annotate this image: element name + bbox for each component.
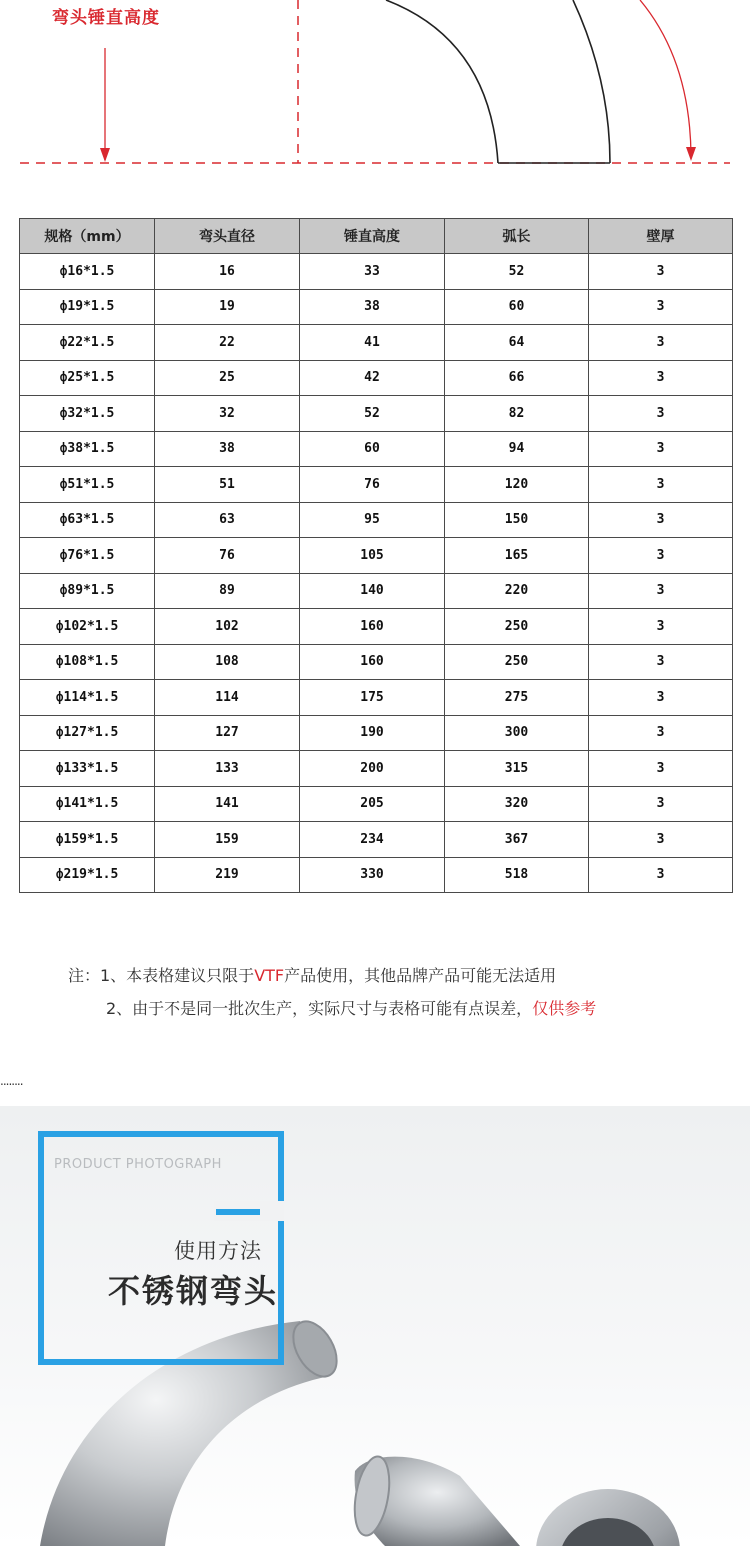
elbow-height-diagram (0, 0, 750, 200)
header-height: 锤直高度 (300, 219, 445, 254)
table-row (20, 680, 733, 716)
cell-diameter: 16 (155, 254, 300, 290)
table-row (20, 786, 733, 822)
cell-wall-thickness: 3 (589, 751, 733, 787)
cell-wall-thickness: 3 (589, 609, 733, 645)
cell-arc-length: 150 (445, 502, 589, 538)
note-1-suffix: 产品使用，其他品牌产品可能无法适用 (284, 966, 557, 985)
cell-spec: ф89*1.5 (20, 573, 155, 609)
cell-wall-thickness: 3 (589, 502, 733, 538)
cell-arc-length: 66 (445, 360, 589, 396)
cell-height: 42 (300, 360, 445, 396)
cell-arc-length: 94 (445, 431, 589, 467)
table-row (20, 431, 733, 467)
cell-spec: ф16*1.5 (20, 254, 155, 290)
cell-spec: ф114*1.5 (20, 680, 155, 716)
cell-diameter: 63 (155, 502, 300, 538)
cell-spec: ф38*1.5 (20, 431, 155, 467)
cell-height: 205 (300, 786, 445, 822)
cell-height: 33 (300, 254, 445, 290)
cell-height: 52 (300, 396, 445, 432)
cell-height: 140 (300, 573, 445, 609)
cell-diameter: 89 (155, 573, 300, 609)
cell-arc-length: 82 (445, 396, 589, 432)
cell-wall-thickness: 3 (589, 573, 733, 609)
cell-spec: ф108*1.5 (20, 644, 155, 680)
cell-wall-thickness: 3 (589, 467, 733, 503)
cell-height: 76 (300, 467, 445, 503)
cell-wall-thickness: 3 (589, 538, 733, 574)
table-row (20, 325, 733, 361)
cell-arc-length: 315 (445, 751, 589, 787)
cell-wall-thickness: 3 (589, 431, 733, 467)
frame-accent-dash (216, 1209, 260, 1215)
cell-spec: ф141*1.5 (20, 786, 155, 822)
right-curved-arrow (640, 0, 691, 155)
table-row (20, 857, 733, 893)
diagram-label: 弯头锤直高度 (52, 8, 160, 28)
cell-spec: ф63*1.5 (20, 502, 155, 538)
note-1-prefix: 注：1、本表格建议只限于 (68, 966, 255, 985)
cell-wall-thickness: 3 (589, 289, 733, 325)
cell-diameter: 38 (155, 431, 300, 467)
cell-arc-length: 518 (445, 857, 589, 893)
table-row (20, 396, 733, 432)
cell-wall-thickness: 3 (589, 786, 733, 822)
elbow-inner-curve (573, 0, 610, 163)
note-1 (68, 963, 556, 986)
table-row (20, 573, 733, 609)
table-row (20, 360, 733, 396)
table-row (20, 538, 733, 574)
cell-height: 160 (300, 609, 445, 645)
header-diameter: 弯头直径 (155, 219, 300, 254)
table-row (20, 822, 733, 858)
header-spec: 规格（mm） (20, 219, 155, 254)
cell-diameter: 19 (155, 289, 300, 325)
header-wall-thickness: 壁厚 (589, 219, 733, 254)
cell-arc-length: 60 (445, 289, 589, 325)
cell-diameter: 219 (155, 857, 300, 893)
product-photo-section (0, 1106, 750, 1546)
note-2-main: 2、由于不是同一批次生产，实际尺寸与表格可能有点误差， (106, 999, 533, 1018)
cell-height: 105 (300, 538, 445, 574)
cell-height: 330 (300, 857, 445, 893)
cell-diameter: 141 (155, 786, 300, 822)
cell-diameter: 25 (155, 360, 300, 396)
cell-spec: ф19*1.5 (20, 289, 155, 325)
header-arc-length: 弧长 (445, 219, 589, 254)
cell-diameter: 51 (155, 467, 300, 503)
cell-wall-thickness: 3 (589, 396, 733, 432)
cell-spec: ф133*1.5 (20, 751, 155, 787)
cell-diameter: 22 (155, 325, 300, 361)
cell-height: 95 (300, 502, 445, 538)
cell-spec: ф102*1.5 (20, 609, 155, 645)
spec-table (19, 218, 733, 893)
table-row (20, 609, 733, 645)
cell-arc-length: 300 (445, 715, 589, 751)
cell-wall-thickness: 3 (589, 822, 733, 858)
cell-height: 60 (300, 431, 445, 467)
left-arrow-head (100, 148, 110, 162)
cell-wall-thickness: 3 (589, 360, 733, 396)
cell-arc-length: 250 (445, 644, 589, 680)
cell-wall-thickness: 3 (589, 715, 733, 751)
cell-spec: ф219*1.5 (20, 857, 155, 893)
section-title: 不锈钢弯头 (108, 1272, 279, 1310)
cell-arc-length: 320 (445, 786, 589, 822)
cell-diameter: 102 (155, 609, 300, 645)
section-subtitle: 使用方法 (174, 1239, 262, 1263)
cell-diameter: 108 (155, 644, 300, 680)
table-row (20, 751, 733, 787)
note-2-reference: 仅供参考 (532, 999, 597, 1018)
table-row (20, 502, 733, 538)
cell-height: 38 (300, 289, 445, 325)
table-row (20, 715, 733, 751)
table-header-row (20, 219, 733, 254)
cell-spec: ф159*1.5 (20, 822, 155, 858)
cell-spec: ф76*1.5 (20, 538, 155, 574)
cell-wall-thickness: 3 (589, 325, 733, 361)
cell-diameter: 32 (155, 396, 300, 432)
elbow-outer-curve (386, 0, 498, 163)
table-row (20, 644, 733, 680)
cell-arc-length: 165 (445, 538, 589, 574)
cell-height: 234 (300, 822, 445, 858)
cell-diameter: 159 (155, 822, 300, 858)
cell-wall-thickness: 3 (589, 254, 733, 290)
note-2 (106, 996, 596, 1019)
table-row (20, 289, 733, 325)
cell-spec: ф51*1.5 (20, 467, 155, 503)
cell-spec: ф32*1.5 (20, 396, 155, 432)
cell-arc-length: 120 (445, 467, 589, 503)
cell-arc-length: 275 (445, 680, 589, 716)
table-row (20, 254, 733, 290)
cell-wall-thickness: 3 (589, 680, 733, 716)
cell-wall-thickness: 3 (589, 857, 733, 893)
cell-height: 160 (300, 644, 445, 680)
cell-spec: ф127*1.5 (20, 715, 155, 751)
cell-arc-length: 52 (445, 254, 589, 290)
note-1-brand: VTF (254, 966, 285, 985)
cell-diameter: 127 (155, 715, 300, 751)
cell-arc-length: 367 (445, 822, 589, 858)
table-row (20, 467, 733, 503)
cell-arc-length: 220 (445, 573, 589, 609)
cell-height: 175 (300, 680, 445, 716)
cell-diameter: 114 (155, 680, 300, 716)
cell-spec: ф22*1.5 (20, 325, 155, 361)
section-english-title: PRODUCT PHOTOGRAPH (54, 1157, 222, 1172)
cell-height: 190 (300, 715, 445, 751)
cell-diameter: 76 (155, 538, 300, 574)
right-arrow-head (686, 147, 696, 161)
cell-arc-length: 64 (445, 325, 589, 361)
cell-height: 41 (300, 325, 445, 361)
dotted-divider: ........ (0, 1074, 23, 1088)
cell-spec: ф25*1.5 (20, 360, 155, 396)
cell-arc-length: 250 (445, 609, 589, 645)
cell-wall-thickness: 3 (589, 644, 733, 680)
cell-height: 200 (300, 751, 445, 787)
cell-diameter: 133 (155, 751, 300, 787)
